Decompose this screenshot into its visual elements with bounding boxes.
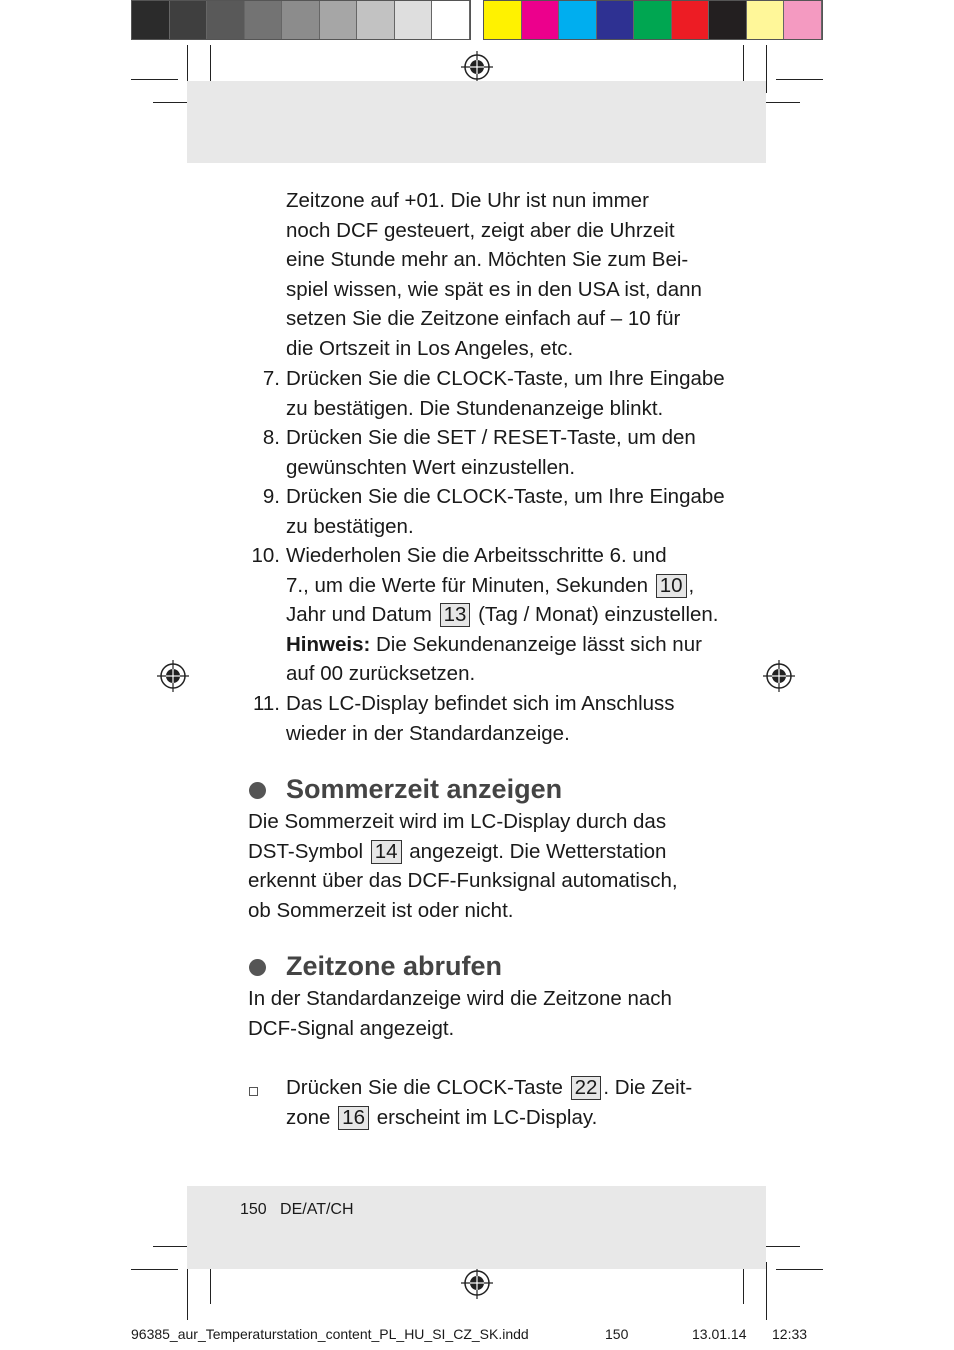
text-line: spiel wissen, wie spät es in den USA ist, dann (286, 277, 702, 301)
crop-mark (766, 1262, 767, 1320)
color-swatch (672, 1, 710, 39)
color-swatch (245, 1, 283, 39)
text-span: Jahr und Datum (286, 603, 432, 627)
text-line: ob Sommerzeit ist oder nicht. (248, 898, 514, 922)
registration-mark-icon (157, 660, 189, 692)
text-line: Drücken Sie die CLOCK-Taste, um Ihre Eingabe (286, 367, 725, 390)
text-span: 7., um die Werte für Minuten, Sekunden (286, 573, 648, 597)
note-line (286, 630, 719, 660)
text-line: zu bestätigen. (286, 514, 414, 538)
footer-band (187, 1186, 766, 1269)
reference-number-badge: 10 (656, 574, 687, 598)
color-swatch (395, 1, 433, 39)
step-7-text (286, 364, 725, 423)
text-line: DCF-Signal angezeigt. (248, 1016, 455, 1040)
color-swatch (522, 1, 560, 39)
crop-mark (187, 1262, 188, 1320)
text-span: . Die Zeit- (603, 1076, 693, 1099)
color-swatch (432, 1, 470, 39)
color-swatch (709, 1, 747, 39)
color-swatch (597, 1, 635, 39)
continuation-paragraph (286, 186, 702, 364)
color-swatch (634, 1, 672, 39)
slug-date: 13.01.14 (692, 1326, 747, 1342)
color-swatch (132, 1, 170, 39)
text-line (286, 1103, 692, 1133)
text-line (286, 1073, 692, 1103)
reference-number-badge: 22 (571, 1076, 602, 1100)
text-line: Die Sommerzeit wird im LC-Display durch das (248, 810, 667, 833)
registration-mark-icon (461, 1267, 493, 1299)
text-span: Drücken Sie die CLOCK-Taste (286, 1076, 563, 1099)
page-footer (240, 1201, 354, 1219)
crop-mark (776, 79, 823, 80)
crop-mark (131, 1269, 178, 1270)
crop-mark (131, 79, 178, 80)
text-span: erscheint im LC-Display. (376, 1105, 598, 1129)
section-bullet-icon (249, 959, 266, 976)
note-label: Hinweis: (286, 632, 371, 656)
tz-bullet-text (286, 1073, 692, 1132)
text-line: gewünschten Wert einzustellen. (286, 455, 576, 479)
text-line: Drücken Sie die SET / RESET-Taste, um den (286, 426, 696, 449)
color-swatch (170, 1, 208, 39)
step-number: 7. (262, 367, 280, 390)
color-swatch (559, 1, 597, 39)
color-swatch (784, 1, 822, 39)
region-label: DE/AT/CH (280, 1201, 354, 1218)
text-line: auf 00 zurücksetzen. (286, 662, 476, 686)
color-swatch (747, 1, 785, 39)
step-number: 11. (253, 692, 280, 715)
tz-paragraph (248, 984, 672, 1043)
page-number: 150 (240, 1201, 267, 1218)
text-line: die Ortszeit in Los Angeles, etc. (286, 336, 574, 360)
text-line: In der Standardanzeige wird die Zeitzone nach (248, 987, 672, 1010)
section-heading: Sommerzeit anzeigen (286, 774, 563, 804)
text-line: eine Stunde mehr an. Möchten Sie zum Bei- (286, 248, 689, 272)
dst-paragraph (248, 807, 678, 925)
text-line: Wiederholen Sie die Arbeitsschritte 6. und (286, 544, 667, 567)
text-line: Das LC-Display befindet sich im Anschluss (286, 692, 675, 715)
color-bar (483, 0, 823, 40)
header-band (187, 81, 766, 163)
text-line (286, 571, 719, 601)
slug-time: 12:33 (772, 1326, 808, 1342)
reference-number-badge: 14 (371, 840, 402, 864)
text-line: wieder in der Standardanzeige. (286, 721, 570, 745)
step-number: 9. (262, 485, 280, 508)
step-number: 8. (262, 426, 280, 449)
text-line (248, 837, 678, 867)
color-swatch (207, 1, 245, 39)
text-span: angezeigt. Die Wetterstation (409, 839, 667, 863)
registration-mark-icon (763, 660, 795, 692)
step-8-text (286, 423, 696, 482)
section-bullet-icon (249, 782, 266, 799)
checkbox-bullet-icon (249, 1087, 258, 1096)
color-swatch (320, 1, 358, 39)
text-span: zone (286, 1105, 331, 1129)
text-line (286, 600, 719, 630)
step-9-text (286, 482, 725, 541)
reference-number-badge: 16 (338, 1106, 369, 1130)
crop-mark (776, 1269, 823, 1270)
step-number: 10. (251, 544, 280, 567)
crop-mark (760, 102, 800, 103)
registration-mark-icon (461, 51, 493, 83)
crop-mark (760, 1246, 800, 1247)
step-11-text (286, 689, 675, 748)
text-span: (Tag / Monat) einzustellen. (478, 603, 719, 627)
text-span: DST-Symbol (248, 839, 364, 863)
text-line: noch DCF gesteuert, zeigt aber die Uhrzeit (286, 218, 675, 242)
text-line: Zeitzone auf +01. Die Uhr ist nun immer (286, 189, 649, 212)
text-line: erkennt über das DCF-Funksignal automatisch, (248, 869, 678, 893)
text-span: Die Sekundenanzeige lässt sich nur (376, 632, 702, 656)
reference-number-badge: 13 (440, 603, 471, 627)
slug-page: 150 (605, 1326, 629, 1342)
text-line: zu bestätigen. Die Stundenanzeige blinkt. (286, 396, 664, 420)
color-swatch (282, 1, 320, 39)
text-span: , (688, 573, 695, 597)
slug-filename: 96385_aur_Temperaturstation_content_PL_HU_SI_CZ_SK.indd (131, 1326, 529, 1342)
text-line: setzen Sie die Zeitzone einfach auf – 10 für (286, 307, 681, 331)
text-line: Drücken Sie die CLOCK-Taste, um Ihre Eingabe (286, 485, 725, 508)
step-10-text (286, 541, 719, 689)
section-heading: Zeitzone abrufen (286, 951, 503, 981)
color-swatch (484, 1, 522, 39)
color-swatch (357, 1, 395, 39)
crop-mark (766, 45, 767, 93)
gray-color-bar (131, 0, 471, 40)
